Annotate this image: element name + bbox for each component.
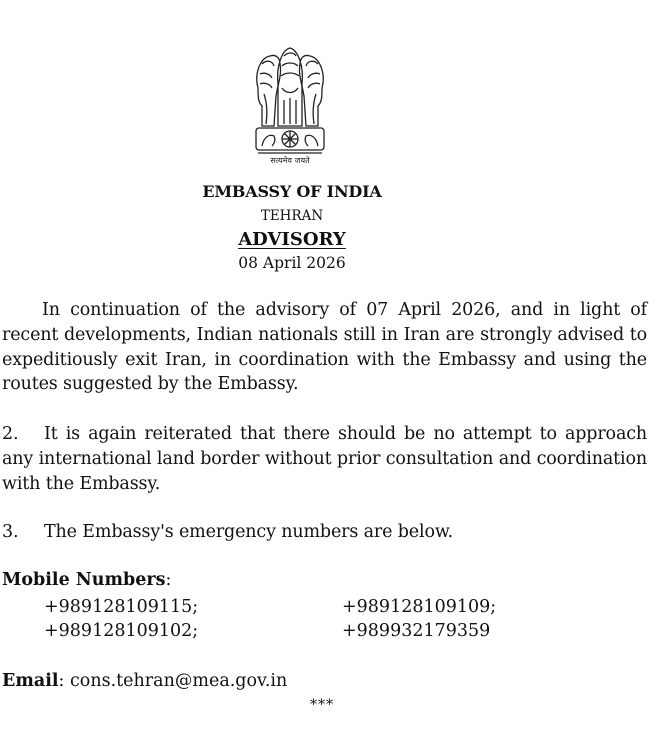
mobile-numbers-colon: : [165, 570, 172, 590]
paragraph-2-text: It is again reiterated that there should be no attempt to approach any international land border without prior consultation and coordination with the Embassy. [2, 424, 647, 494]
paragraph-3-text: The Embassy's emergency numbers are below. [44, 522, 454, 542]
phone-number[interactable]: +989128109102; [44, 621, 199, 641]
emblem-motto: सत्यमेव जयते [270, 156, 310, 165]
email-row [2, 671, 287, 691]
paragraph-2 [2, 422, 647, 496]
mobile-numbers-heading [2, 570, 171, 590]
phone-number[interactable]: +989128109109; [342, 597, 497, 617]
organization-name: EMBASSY OF INDIA [202, 182, 382, 201]
phone-number[interactable]: +989932179359 [342, 621, 491, 641]
document-title: ADVISORY [238, 229, 346, 250]
document-date: 08 April 2026 [238, 254, 346, 272]
closing-mark: *** [310, 697, 334, 713]
email-label: Email [2, 671, 59, 691]
email-colon: : [58, 671, 65, 691]
paragraph-1: In continuation of the advisory of 07 April 2026, and in light of recent developments, Indian nationals still in Iran are strongly advised to expeditiously exit Iran, in coordination with the Embassy and using the routes suggested by the Embassy. [2, 300, 647, 395]
paragraph-3-number: 3. [2, 522, 19, 542]
national-emblem-icon [248, 44, 332, 172]
paragraph-3 [2, 520, 647, 545]
email-address[interactable]: cons.tehran@mea.gov.in [69, 671, 288, 691]
national-emblem [248, 44, 332, 172]
city-name: TEHRAN [260, 208, 324, 224]
paragraph-2-number: 2. [2, 424, 19, 444]
mobile-numbers-label: Mobile Numbers [2, 570, 166, 590]
phone-number[interactable]: +989128109115; [44, 597, 199, 617]
